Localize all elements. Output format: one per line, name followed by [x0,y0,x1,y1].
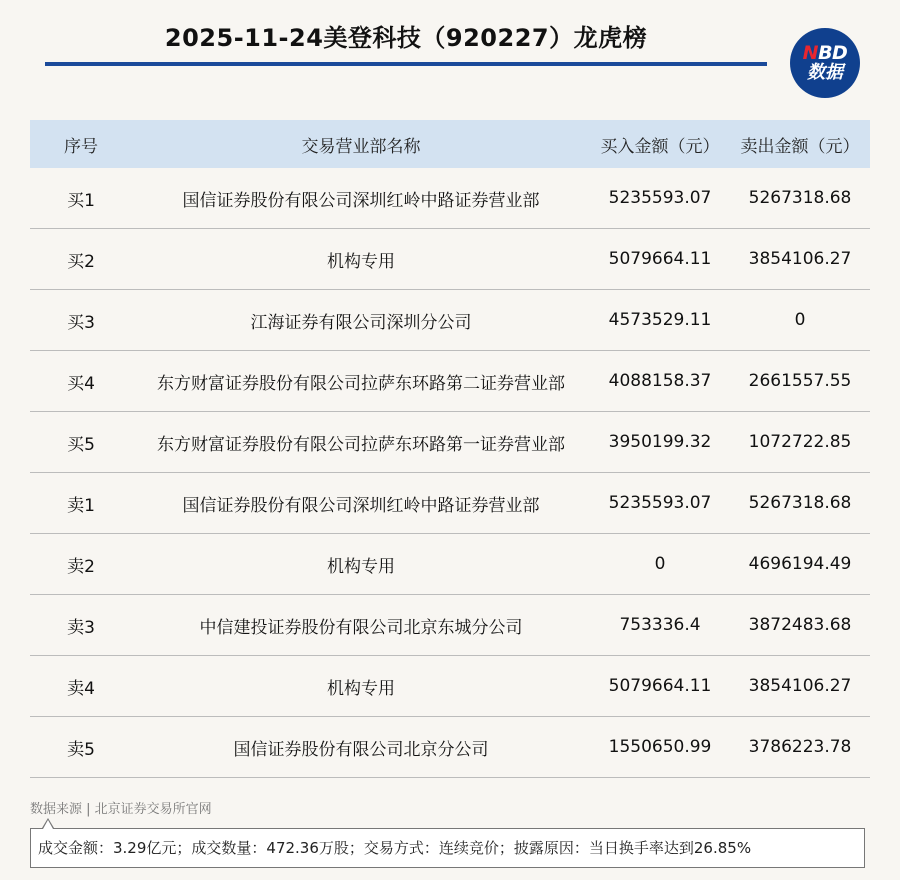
nbd-logo [790,28,860,98]
cell-branch: 机构专用 [132,229,590,290]
col-header-buy: 买入金额（元） [590,120,730,168]
cell-buy: 3950199.32 [590,412,730,473]
cell-sell: 3786223.78 [730,717,870,778]
cell-rank: 卖3 [30,595,132,656]
cell-branch: 机构专用 [132,534,590,595]
table-row [30,656,870,717]
cell-branch: 机构专用 [132,656,590,717]
col-header-branch: 交易营业部名称 [132,120,590,168]
cell-sell: 3872483.68 [730,595,870,656]
cell-rank: 买4 [30,351,132,412]
cell-rank: 买1 [30,168,132,229]
cell-sell: 3854106.27 [730,229,870,290]
cell-buy: 4573529.11 [590,290,730,351]
cell-branch: 中信建投证券股份有限公司北京东城分公司 [132,595,590,656]
note-pointer-fill [43,820,53,829]
table-row [30,351,870,412]
cell-rank: 卖4 [30,656,132,717]
cell-rank: 买5 [30,412,132,473]
col-header-rank: 序号 [30,120,132,168]
table-row [30,412,870,473]
cell-sell: 4696194.49 [730,534,870,595]
cell-buy: 5235593.07 [590,473,730,534]
cell-branch: 东方财富证券股份有限公司拉萨东环路第二证券营业部 [132,351,590,412]
cell-rank: 卖5 [30,717,132,778]
table-row [30,473,870,534]
cell-branch: 国信证券股份有限公司深圳红岭中路证券营业部 [132,168,590,229]
table-row [30,717,870,778]
cell-sell: 3854106.27 [730,656,870,717]
cell-sell: 1072722.85 [730,412,870,473]
cell-sell: 5267318.68 [730,168,870,229]
table-header-row [30,120,870,168]
page-header [0,0,900,110]
cell-sell: 2661557.55 [730,351,870,412]
cell-buy: 753336.4 [590,595,730,656]
table-row [30,168,870,229]
table-row [30,595,870,656]
table-row [30,229,870,290]
cell-rank: 卖2 [30,534,132,595]
data-source: 数据来源 | 北京证券交易所官网 [30,802,212,817]
page-title: 2025-11-24美登科技（920227）龙虎榜 [164,24,648,52]
cell-rank: 卖1 [30,473,132,534]
title-divider [45,62,767,66]
logo-n: N [802,42,819,64]
table-row [30,290,870,351]
cell-buy: 0 [590,534,730,595]
cell-rank: 买2 [30,229,132,290]
logo-text-bottom: 数据 [807,62,843,83]
col-header-sell: 卖出金额（元） [730,120,870,168]
cell-branch: 江海证券有限公司深圳分公司 [132,290,590,351]
logo-bd: BD [818,42,848,64]
cell-sell: 0 [730,290,870,351]
logo-text-top [803,43,848,63]
cell-sell: 5267318.68 [730,473,870,534]
cell-rank: 买3 [30,290,132,351]
cell-branch: 国信证券股份有限公司北京分公司 [132,717,590,778]
trading-summary-note: 成交金额：3.29亿元；成交数量：472.36万股；交易方式：连续竞价；披露原因：当日换手率达到26.85% [30,828,865,868]
cell-buy: 5079664.11 [590,229,730,290]
cell-branch: 东方财富证券股份有限公司拉萨东环路第一证券营业部 [132,412,590,473]
table-row [30,534,870,595]
cell-buy: 5079664.11 [590,656,730,717]
cell-buy: 5235593.07 [590,168,730,229]
cell-buy: 1550650.99 [590,717,730,778]
dragon-tiger-table [30,120,870,778]
cell-branch: 国信证券股份有限公司深圳红岭中路证券营业部 [132,473,590,534]
cell-buy: 4088158.37 [590,351,730,412]
